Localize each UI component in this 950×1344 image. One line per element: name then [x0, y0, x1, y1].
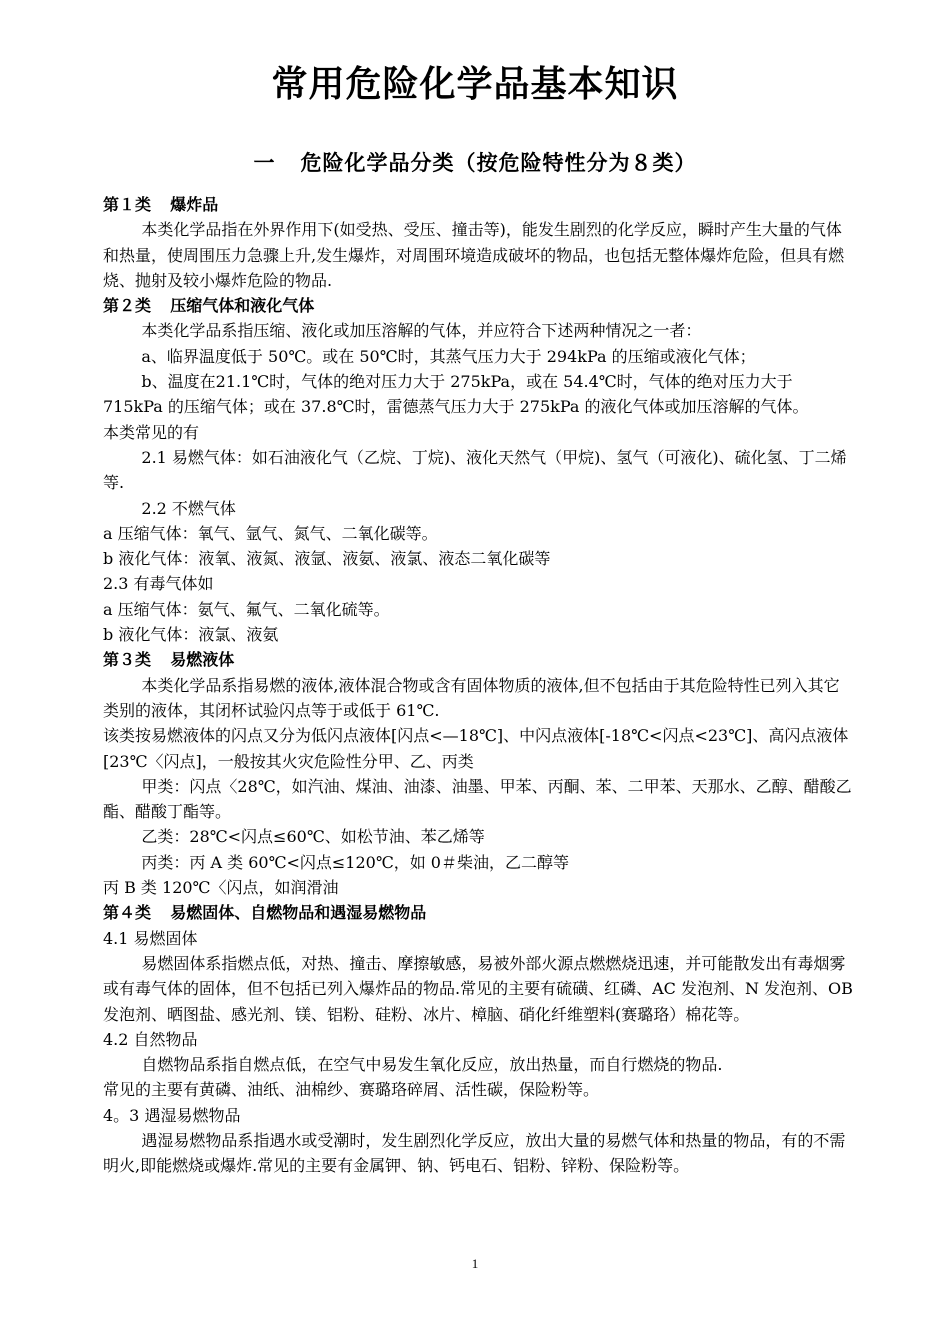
class-4-paragraph-4: 自燃物品系指自燃点低，在空气中易发生氧化反应，放出热量，而自行燃烧的物品.: [141, 1055, 723, 1075]
class-2-paragraph-8: b 液化气体：液氧、液氮、液氩、液氨、液氯、液态二氧化碳等: [103, 549, 551, 569]
class-4-heading: [103, 900, 853, 925]
document-body: [103, 192, 853, 1179]
class-2-paragraph-10: a 压缩气体：氨气、氟气、二氧化硫等。: [103, 599, 390, 619]
page-number: 1: [471, 1256, 479, 1271]
class-3-paragraph-5: 丙类：丙 A 类 60℃<闪点≤120℃，如 0＃柴油，乙二醇等: [141, 852, 569, 872]
class-3-paragraph-3: 甲类：闪点〈28℃，如汽油、煤油、油漆、油墨、甲苯、丙酮、苯、二甲苯、天那水、乙醇、醋酸乙酯、醋酸丁酯等。: [103, 776, 852, 822]
class-2-paragraph-3: b、温度在21.1℃时，气体的绝对压力大于 275kPa，或在 54.4℃时，气体的绝对压力大于 715kPa 的压缩气体；或在 37.8℃时，雷德蒸气压力大于 275kPa 的液化气体或加压溶解的气体。: [103, 372, 809, 417]
class-2-paragraph-2: a、临界温度低于 50℃。或在 50℃时，其蒸气压力大于 294kPa 的压缩或液化气体；: [141, 346, 756, 366]
class-4-label: 第４类: [103, 903, 152, 923]
class-2-name: 压缩气体和液化气体: [170, 296, 315, 316]
class-1-label: 第１类: [103, 195, 152, 214]
class-4-paragraph-2: 易燃固体系指燃点低，对热、撞击、摩擦敏感，易被外部火源点燃燃烧迅速，并可能散发出有毒烟雾或有毒气体的固体，但不包括已列入爆炸品的物品.常见的主要有硫磺、红磷、AC 发泡剂、N 发泡剂、OB 发泡剂、晒图盐、感光剂、镁、铝粉、硅粉、冰片、樟脑、硝化纤维塑料(赛璐珞）棉花等。: [103, 953, 853, 1024]
class-2-paragraph-1: 本类化学品系指压缩、液化或加压溶解的气体，并应符合下述两种情况之一者：: [141, 321, 702, 341]
class-2-paragraph-7: a 压缩气体：氧气、氩气、氮气、二氧化碳等。: [103, 523, 438, 543]
class-2-paragraph-9: 2.3 有毒气体如: [103, 574, 214, 594]
class-1-name: 爆炸品: [170, 195, 219, 214]
class-4-name: 易燃固体、自燃物品和遇湿易燃物品: [170, 903, 427, 923]
class-1-paragraph: 本类化学品指在外界作用下(如受热、受压、撞击等)，能发生剧烈的化学反应，瞬时产生大量的气体和热量，使周围压力急骤上升,发生爆炸，对周围环境造成破坏的物品，也包括无整体爆炸危险，但具有燃烧、抛射及较小爆炸危险的物品.: [103, 220, 845, 290]
class-4-paragraph-5: 常见的主要有黄磷、油纸、油棉纱、赛璐珞碎屑、活性碳，保险粉等。: [103, 1080, 600, 1100]
class-1-heading: [103, 192, 853, 217]
class-2-paragraph-5: 2.1 易燃气体：如石油液化气（乙烷、丁烷)、液化天然气（甲烷)、氢气（可液化)、硫化氢、丁二烯等.: [103, 447, 847, 493]
page-title: 常用危险化学品基本知识: [271, 64, 679, 105]
class-2-heading: [103, 293, 853, 318]
class-4-paragraph-6: 4。3 遇湿易燃物品: [103, 1105, 241, 1125]
class-3-paragraph-6: 丙 B 类 120℃〈闪点，如润滑油: [103, 878, 339, 898]
class-3-paragraph-2: 该类按易燃液体的闪点又分为低闪点液体[闪点<—18℃]、中闪点液体[-18℃<闪点<23℃]、高闪点液体 [23℃〈闪点]，一般按其火灾危险性分甲、乙、丙类: [103, 726, 849, 771]
class-3-paragraph-4: 乙类：28℃<闪点≤60℃、如松节油、苯乙烯等: [141, 827, 485, 847]
class-3-name: 易燃液体: [170, 650, 235, 670]
class-3-paragraph-1: 本类化学品系指易燃的液体,液体混合物或含有固体物质的液体,但不包括由于其危险特性已列入其它类别的液体，其闭杯试验闪点等于或低于 61℃.: [103, 675, 840, 720]
class-2-paragraph-4: 本类常见的有: [103, 422, 200, 442]
class-4-paragraph-1: 4.1 易燃固体: [103, 928, 198, 948]
class-2-paragraph-11: b 液化气体：液氯、液氨: [103, 625, 279, 645]
class-4-paragraph-7: 遇湿易燃物品系指遇水或受潮时，发生剧烈化学反应，放出大量的易燃气体和热量的物品，有的不需明火,即能燃烧或爆炸.常见的主要有金属钾、钠、钙电石、铝粉、锌粉、保险粉等。: [103, 1130, 846, 1176]
section-heading: 一 危险化学品分类（按危险特性分为８类）: [253, 150, 697, 175]
class-2-label: 第２类: [103, 296, 152, 316]
class-3-heading: [103, 647, 853, 672]
class-4-paragraph-3: 4.2 自然物品: [103, 1029, 198, 1049]
class-2-paragraph-6: 2.2 不燃气体: [141, 498, 236, 518]
class-3-label: 第３类: [103, 650, 152, 670]
